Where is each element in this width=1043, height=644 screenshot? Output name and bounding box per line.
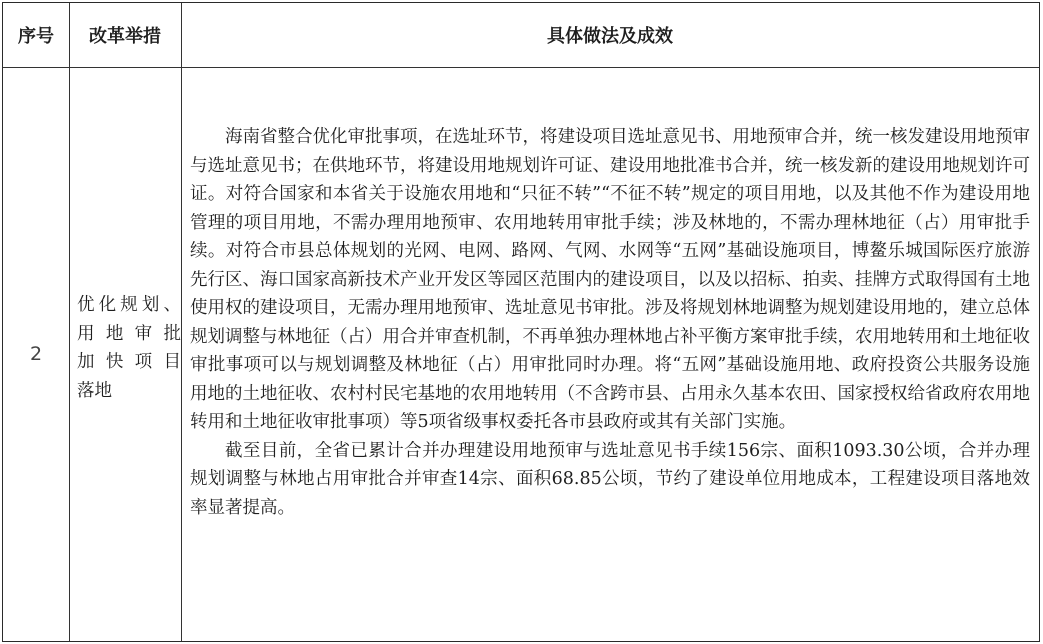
results-paragraph: 截至目前，全省已累计合并办理建设用地预审与选址意见书手续156宗、面积1093.30公顷，合并办理规划调整与林地占用审批合并审查14宗、面积68.85公顷，节约了建设单位用地成本，工程建设项目落地效率显著提高。 [190,440,1030,518]
practice-paragraph: 海南省整合优化审批事项，在选址环节，将建设项目选址意见书、用地预审合并，统一核发建设用地预审与选址意见书；在供地环节，将建设用地规划许可证、建设用地批准书合并，统一核发新的建设用地规划许可证。对符合国家和本省关于设施农用地和“只征不转”“不征不转”规定的项目用地，以及其他不作为建设用地管理的项目用地，不需办理用地预审、农用地转用审批手续；涉及林地的，不需办理林地征（占）用审批手续。对符合市县总体规划的光网、电网、路网、气网、水网等“五网”基础设施项目，博鳌乐城国际医疗旅游先行区、海口国家高新技术产业开发区等园区范围内的建设项目，以及以招标、拍卖、挂牌方式取得国有土地使用权的建设项目，无需办理用地预审、选址意见书审批。涉及将规划林地调整为规划建设用地的，建立总体规划调整与林地征（占）用合并审查机制，不再单独办理林地占补平衡方案审批手续，农用地转用和土地征收审批事项可以与规划调整及林地征（占）用审批同时办理。将“五网”基础设施用地、政府投资公共服务设施用地的土地征收、农村村民宅基地的农用地转用（不含跨市县、占用永久基本农田、国家授权给省政府农用地转用和土地征收审批事项）等5项省级事权委托各市县政府或其有关部门实施。 [190,127,1030,432]
row-seq-number: 2 [29,343,43,365]
header-divider [3,67,1039,68]
measure-line: 加快项目 [77,352,181,372]
column-divider-1 [69,3,70,641]
header-measure: 改革举措 [89,26,161,47]
row-practice-cell [190,123,1030,522]
measure-line: 优化规划、 [77,295,181,315]
header-seq: 序号 [18,26,54,47]
measure-line: 落地 [77,380,112,401]
column-divider-2 [181,3,182,641]
measure-line: 用地审批 [77,323,181,344]
row-measure-cell [77,291,181,405]
header-practice: 具体做法及成效 [547,26,673,47]
reform-measures-table [2,2,1040,642]
